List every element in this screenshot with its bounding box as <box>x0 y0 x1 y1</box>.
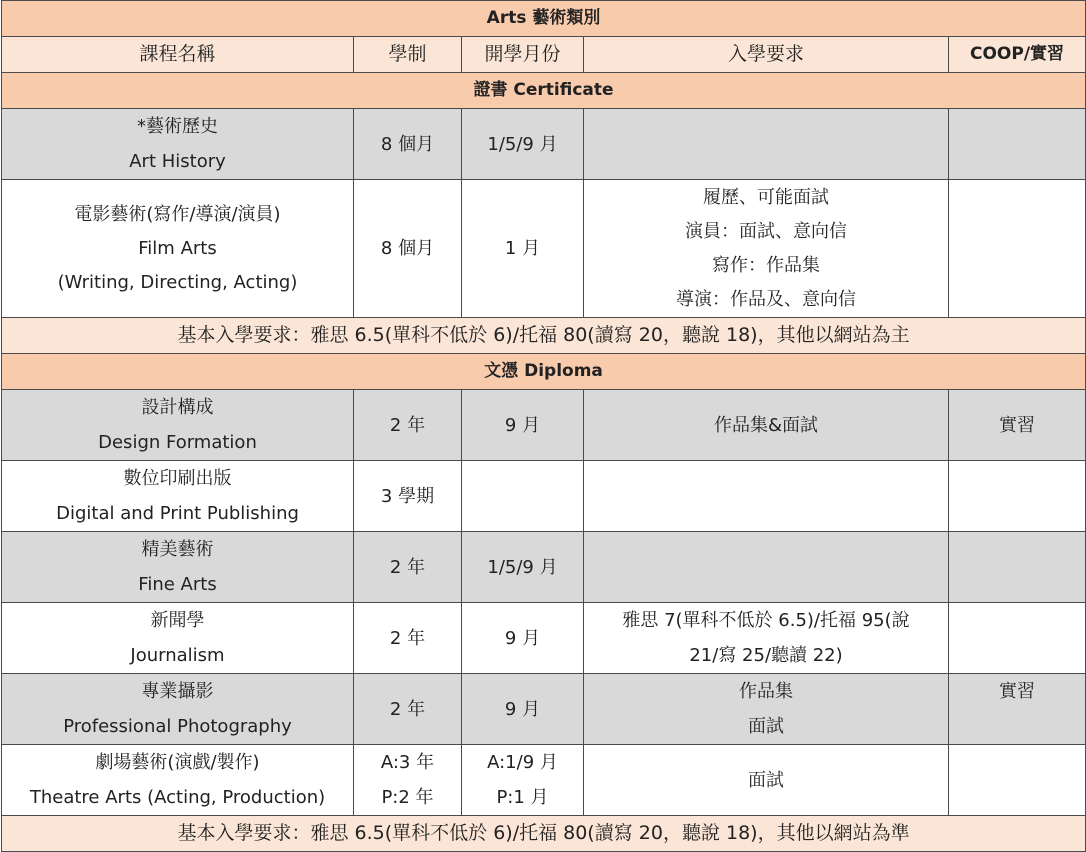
header-requirements: 入學要求 <box>584 37 949 73</box>
course-name-zh: 電影藝術(寫作/導演/演員) <box>74 203 281 225</box>
table-row <box>2 461 1086 532</box>
course-name-en: Art History <box>129 151 226 172</box>
course-name-zh: *藝術歷史 <box>137 116 218 137</box>
intake-cell: 9 月 <box>462 390 584 461</box>
diploma-section-row <box>2 354 1086 390</box>
coop-cell <box>949 109 1086 180</box>
course-name-cell <box>2 745 354 816</box>
course-name-cell <box>2 603 354 674</box>
certificate-requirements-note: 基本入學要求：雅思 6.5(單科不低於 6)/托福 80(讀寫 20，聽說 18)，其他以網站為主 <box>2 318 1086 354</box>
course-name-en-detail: (Writing, Directing, Acting) <box>57 271 298 293</box>
requirements-cell: 作品集&面試 <box>584 390 949 461</box>
intake-production: P:1 月 <box>496 787 549 808</box>
requirement-line: 面試 <box>748 716 784 737</box>
course-name-en: Theatre Arts (Acting, Production) <box>29 787 326 808</box>
diploma-requirements-note: 基本入學要求：雅思 6.5(單科不低於 6)/托福 80(讀寫 20，聽說 18)，其他以網站為準 <box>2 816 1086 852</box>
intake-acting: A:1/9 月 <box>487 752 558 773</box>
course-name-en: Digital and Print Publishing <box>56 503 299 524</box>
coop-cell: 實習 <box>949 390 1086 461</box>
course-name-zh: 設計構成 <box>141 397 214 418</box>
intake-cell <box>462 745 584 816</box>
intake-cell: 1/5/9 月 <box>462 532 584 603</box>
course-name-zh: 劇場藝術(演戲/製作) <box>95 752 260 773</box>
requirement-line: 寫作：作品集 <box>712 254 820 276</box>
course-name-en: Fine Arts <box>138 574 217 595</box>
header-row <box>2 37 1086 73</box>
duration-cell: 2 年 <box>354 532 462 603</box>
requirements-cell <box>584 532 949 603</box>
intake-cell: 9 月 <box>462 674 584 745</box>
duration-cell: 3 學期 <box>354 461 462 532</box>
intake-cell <box>462 461 584 532</box>
requirement-line: 作品集 <box>739 681 793 702</box>
duration-cell: 2 年 <box>354 390 462 461</box>
duration-cell: 2 年 <box>354 674 462 745</box>
duration-cell: 2 年 <box>354 603 462 674</box>
course-name-cell <box>2 674 354 745</box>
intake-cell: 1/5/9 月 <box>462 109 584 180</box>
requirements-cell: 面試 <box>584 745 949 816</box>
duration-acting: A:3 年 <box>380 752 435 773</box>
course-name-cell <box>2 180 354 318</box>
course-name-cell <box>2 390 354 461</box>
coop-cell <box>949 745 1086 816</box>
requirement-line: 雅思 7(單科不低於 6.5)/托福 95(說 <box>622 610 910 631</box>
intake-cell: 1 月 <box>462 180 584 318</box>
course-name-zh: 精美藝術 <box>141 539 214 560</box>
coop-cell <box>949 180 1086 318</box>
course-name-zh: 專業攝影 <box>141 681 214 702</box>
coop-cell <box>949 461 1086 532</box>
coop-cell <box>949 532 1086 603</box>
requirements-cell <box>584 603 949 674</box>
requirement-line: 演員：面試、意向信 <box>685 220 847 242</box>
table-row <box>2 390 1086 461</box>
course-name-en: Design Formation <box>98 432 257 453</box>
course-name-zh: 新聞學 <box>150 610 205 631</box>
duration-production: P:2 年 <box>381 787 434 808</box>
diploma-section-title: 文憑 Diploma <box>2 354 1086 390</box>
title-row <box>2 1 1086 37</box>
certificate-section-title: 證書 Certificate <box>2 73 1086 109</box>
header-course: 課程名稱 <box>2 37 354 73</box>
coop-cell: 實習 <box>949 674 1086 745</box>
requirement-line: 履歷、可能面試 <box>703 186 829 208</box>
requirements-cell <box>584 109 949 180</box>
arts-programs-table <box>1 0 1086 852</box>
duration-cell: 8 個月 <box>354 109 462 180</box>
course-name-en: Professional Photography <box>63 716 292 737</box>
course-name-cell <box>2 461 354 532</box>
course-name-cell <box>2 109 354 180</box>
duration-cell: 8 個月 <box>354 180 462 318</box>
table-title: Arts 藝術類別 <box>2 1 1086 37</box>
course-name-zh: 數位印刷出版 <box>123 468 232 489</box>
table-row <box>2 109 1086 180</box>
requirement-line: 21/寫 25/聽讀 22) <box>689 645 843 666</box>
certificate-note-row <box>2 318 1086 354</box>
header-duration: 學制 <box>354 37 462 73</box>
course-name-en: Journalism <box>130 645 225 666</box>
certificate-section-row <box>2 73 1086 109</box>
table-row <box>2 674 1086 745</box>
requirements-cell <box>584 180 949 318</box>
table-row <box>2 745 1086 816</box>
requirement-line: 導演：作品及、意向信 <box>676 288 856 310</box>
table-row <box>2 532 1086 603</box>
duration-cell <box>354 745 462 816</box>
requirements-cell <box>584 461 949 532</box>
table-row <box>2 603 1086 674</box>
course-name-en: Film Arts <box>138 237 217 259</box>
header-coop: COOP/實習 <box>949 37 1086 73</box>
table-row <box>2 180 1086 318</box>
course-name-cell <box>2 532 354 603</box>
intake-cell: 9 月 <box>462 603 584 674</box>
header-intake: 開學月份 <box>462 37 584 73</box>
coop-cell <box>949 603 1086 674</box>
requirements-cell <box>584 674 949 745</box>
diploma-note-row <box>2 816 1086 852</box>
